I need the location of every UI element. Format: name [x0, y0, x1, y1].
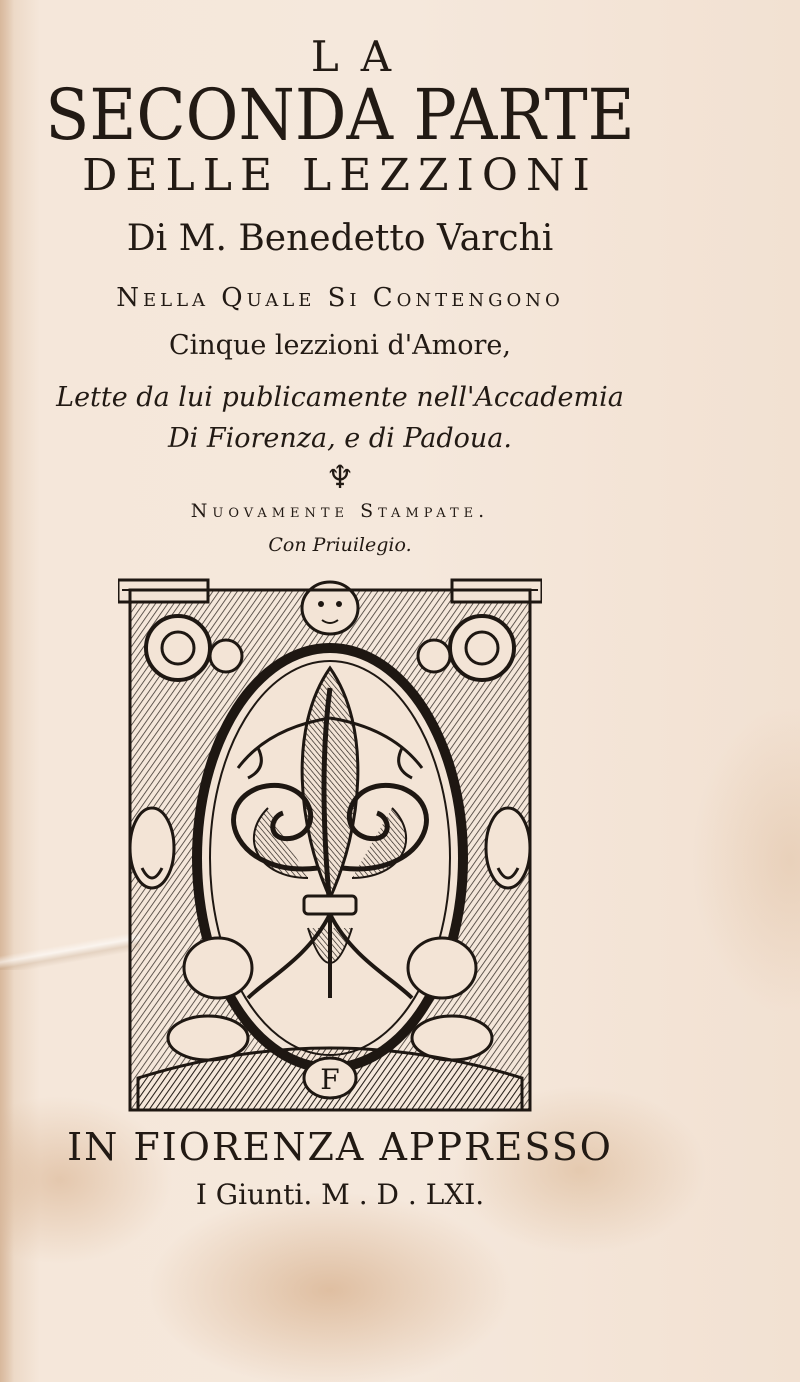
contents-line: Nella Quale Si Contengono — [116, 283, 564, 313]
printer-device-woodcut — [118, 578, 542, 1118]
privilege-line: Con Priuilegio. — [268, 534, 412, 556]
places-line: Di Fiorenza, e di Padoua. — [168, 423, 512, 454]
page-edge-shadow — [0, 0, 14, 1382]
lectures-line: Cinque lezzioni d'Amore, — [168, 330, 511, 361]
imprint-printer-date: I Giunti. M . D . LXI. — [195, 1178, 485, 1211]
new-printing-line: Nuovamente Stampate. — [190, 500, 490, 522]
ornament-icon: ♆ — [325, 458, 355, 496]
device-letter: F — [320, 1063, 340, 1096]
author-line: Di M. Benedetto Varchi — [126, 218, 554, 259]
read-publicly-line: Lette da lui publicamente nell'Accademia — [56, 382, 624, 413]
imprint-place: IN FIORENZA APPRESSO — [67, 1125, 613, 1169]
title-sub: DELLE LEZZIONI — [82, 150, 598, 201]
title-article: LA — [310, 32, 414, 81]
title-main: SECONDA PARTE — [45, 74, 635, 156]
